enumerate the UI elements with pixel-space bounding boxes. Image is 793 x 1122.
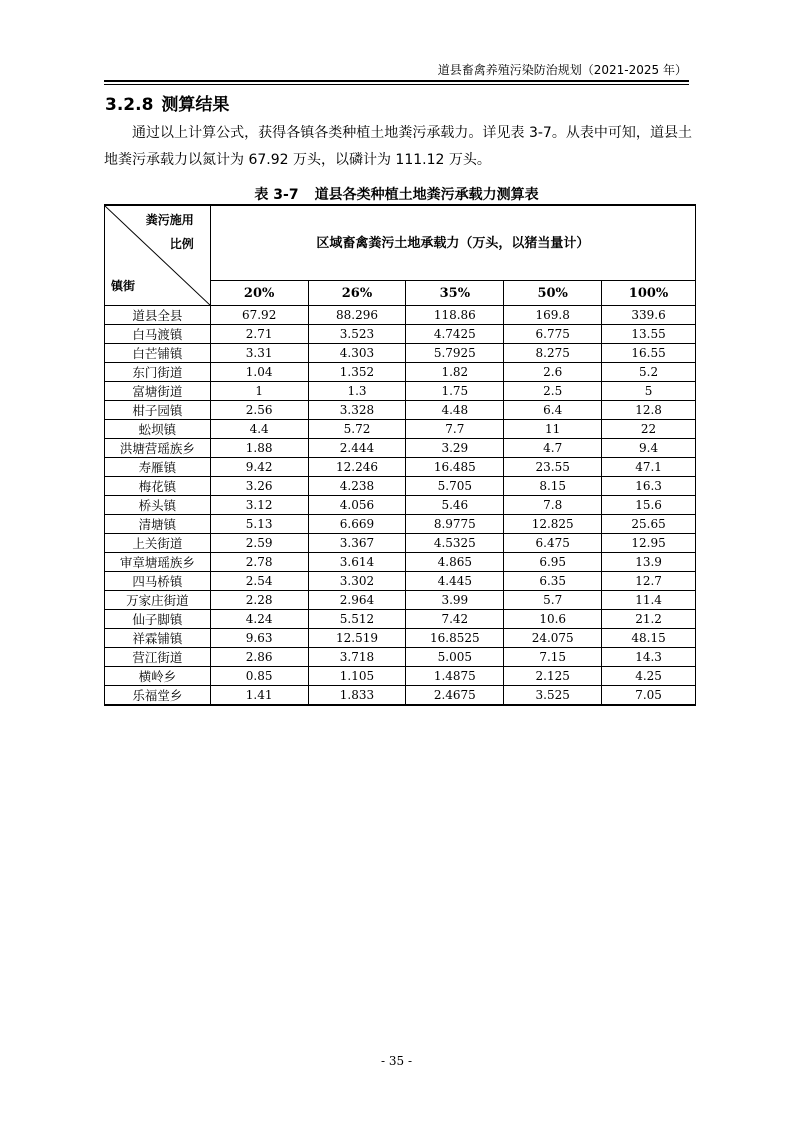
value-cell: 47.1	[602, 458, 696, 477]
value-cell: 6.475	[504, 534, 602, 553]
value-cell: 2.54	[210, 572, 308, 591]
value-cell: 9.4	[602, 439, 696, 458]
town-cell: 富塘街道	[105, 382, 211, 401]
value-cell: 1	[210, 382, 308, 401]
table-row	[105, 515, 696, 534]
value-cell: 6.4	[504, 401, 602, 420]
value-cell: 1.4875	[406, 667, 504, 686]
header-rule	[104, 80, 689, 82]
table-row	[105, 496, 696, 515]
table-row	[105, 629, 696, 648]
value-cell: 15.6	[602, 496, 696, 515]
value-cell: 5.7925	[406, 344, 504, 363]
table-row	[105, 306, 696, 325]
value-cell: 88.296	[308, 306, 406, 325]
value-cell: 3.328	[308, 401, 406, 420]
value-cell: 4.238	[308, 477, 406, 496]
value-cell: 3.29	[406, 439, 504, 458]
value-cell: 16.55	[602, 344, 696, 363]
section-title: 测算结果	[161, 95, 230, 115]
value-cell: 1.04	[210, 363, 308, 382]
value-cell: 7.42	[406, 610, 504, 629]
value-cell: 16.8525	[406, 629, 504, 648]
value-cell: 4.445	[406, 572, 504, 591]
value-cell: 11.4	[602, 591, 696, 610]
table-row	[105, 591, 696, 610]
value-cell: 1.3	[308, 382, 406, 401]
value-cell: 24.075	[504, 629, 602, 648]
value-cell: 6.669	[308, 515, 406, 534]
table-row	[105, 572, 696, 591]
value-cell: 22	[602, 420, 696, 439]
corner-header-ratio-line1: 粪污施用	[145, 213, 194, 227]
value-cell: 3.99	[406, 591, 504, 610]
value-cell: 5.13	[210, 515, 308, 534]
value-cell: 12.519	[308, 629, 406, 648]
town-cell: 东门街道	[105, 363, 211, 382]
town-cell: 柑子园镇	[105, 401, 211, 420]
value-cell: 12.825	[504, 515, 602, 534]
value-cell: 2.964	[308, 591, 406, 610]
value-cell: 169.8	[504, 306, 602, 325]
value-cell: 2.59	[210, 534, 308, 553]
value-cell: 4.24	[210, 610, 308, 629]
value-cell: 4.7425	[406, 325, 504, 344]
value-cell: 67.92	[210, 306, 308, 325]
table-row	[105, 382, 696, 401]
value-cell: 2.6	[504, 363, 602, 382]
value-cell: 2.86	[210, 648, 308, 667]
town-cell: 祥霖铺镇	[105, 629, 211, 648]
value-cell: 5.46	[406, 496, 504, 515]
value-cell: 1.75	[406, 382, 504, 401]
body-paragraph: 通过以上计算公式，获得各镇各类种植土地粪污承载力。详见表 3-7。从表中可知，道县土地粪污承载力以氮计为 67.92 万头，以磷计为 111.12 万头。	[104, 125, 692, 168]
town-cell: 乐福堂乡	[105, 686, 211, 706]
value-cell: 6.35	[504, 572, 602, 591]
value-cell: 16.3	[602, 477, 696, 496]
value-cell: 3.614	[308, 553, 406, 572]
value-cell: 339.6	[602, 306, 696, 325]
value-cell: 1.105	[308, 667, 406, 686]
value-cell: 5.005	[406, 648, 504, 667]
value-cell: 6.775	[504, 325, 602, 344]
table-caption-title: 道县各类种植土地粪污承载力测算表	[314, 187, 539, 203]
table-row	[105, 401, 696, 420]
value-cell: 118.86	[406, 306, 504, 325]
value-cell: 8.275	[504, 344, 602, 363]
value-cell: 8.9775	[406, 515, 504, 534]
value-cell: 3.12	[210, 496, 308, 515]
value-cell: 7.15	[504, 648, 602, 667]
value-cell: 14.3	[602, 648, 696, 667]
percent-header: 26%	[308, 281, 406, 306]
value-cell: 3.718	[308, 648, 406, 667]
value-cell: 0.85	[210, 667, 308, 686]
corner-header-cell	[105, 205, 211, 306]
town-cell: 道县全县	[105, 306, 211, 325]
value-cell: 8.15	[504, 477, 602, 496]
corner-header-town: 镇街	[111, 279, 136, 293]
value-cell: 4.865	[406, 553, 504, 572]
town-cell: 白芒铺镇	[105, 344, 211, 363]
table-row	[105, 648, 696, 667]
town-cell: 仙子脚镇	[105, 610, 211, 629]
section-heading	[105, 90, 229, 115]
value-cell: 16.485	[406, 458, 504, 477]
value-cell: 7.05	[602, 686, 696, 706]
town-cell: 四马桥镇	[105, 572, 211, 591]
percent-header: 50%	[504, 281, 602, 306]
value-cell: 5.7	[504, 591, 602, 610]
table-row	[105, 458, 696, 477]
town-cell: 白马渡镇	[105, 325, 211, 344]
value-cell: 23.55	[504, 458, 602, 477]
value-cell: 48.15	[602, 629, 696, 648]
value-cell: 13.9	[602, 553, 696, 572]
percent-header: 20%	[210, 281, 308, 306]
table-row	[105, 534, 696, 553]
value-cell: 2.56	[210, 401, 308, 420]
value-cell: 4.5325	[406, 534, 504, 553]
value-cell: 2.5	[504, 382, 602, 401]
value-cell: 5.705	[406, 477, 504, 496]
table-row	[105, 325, 696, 344]
value-cell: 25.65	[602, 515, 696, 534]
value-cell: 9.63	[210, 629, 308, 648]
table-body	[105, 306, 696, 706]
section-number: 3.2.8	[105, 95, 154, 115]
value-cell: 11	[504, 420, 602, 439]
value-cell: 9.42	[210, 458, 308, 477]
table-row	[105, 667, 696, 686]
value-cell: 1.88	[210, 439, 308, 458]
capacity-table	[104, 204, 696, 706]
value-cell: 4.7	[504, 439, 602, 458]
main-header: 区域畜禽粪污土地承载力（万头，以猪当量计）	[210, 205, 695, 281]
value-cell: 21.2	[602, 610, 696, 629]
value-cell: 1.82	[406, 363, 504, 382]
value-cell: 6.95	[504, 553, 602, 572]
page-number: - 35 -	[380, 1054, 412, 1068]
value-cell: 5	[602, 382, 696, 401]
value-cell: 3.31	[210, 344, 308, 363]
percent-header: 35%	[406, 281, 504, 306]
value-cell: 7.7	[406, 420, 504, 439]
value-cell: 3.523	[308, 325, 406, 344]
percent-header: 100%	[602, 281, 696, 306]
value-cell: 1.352	[308, 363, 406, 382]
table-caption-number: 表 3-7	[254, 187, 299, 203]
value-cell: 1.41	[210, 686, 308, 706]
value-cell: 5.72	[308, 420, 406, 439]
value-cell: 2.444	[308, 439, 406, 458]
value-cell: 12.7	[602, 572, 696, 591]
table-row	[105, 420, 696, 439]
value-cell: 3.26	[210, 477, 308, 496]
corner-header-ratio-line2: 比例	[169, 237, 194, 251]
value-cell: 1.833	[308, 686, 406, 706]
town-cell: 桥头镇	[105, 496, 211, 515]
value-cell: 12.95	[602, 534, 696, 553]
value-cell: 2.71	[210, 325, 308, 344]
town-cell: 梅花镇	[105, 477, 211, 496]
town-cell: 蚣坝镇	[105, 420, 211, 439]
town-cell: 洪塘营瑶族乡	[105, 439, 211, 458]
running-header: 道县畜禽养殖污染防治规划（2021-2025 年）	[437, 63, 687, 77]
value-cell: 13.55	[602, 325, 696, 344]
table-row	[105, 477, 696, 496]
value-cell: 5.2	[602, 363, 696, 382]
value-cell: 3.302	[308, 572, 406, 591]
table-row	[105, 439, 696, 458]
value-cell: 12.246	[308, 458, 406, 477]
town-cell: 横岭乡	[105, 667, 211, 686]
value-cell: 4.4	[210, 420, 308, 439]
table-row	[105, 553, 696, 572]
value-cell: 4.056	[308, 496, 406, 515]
value-cell: 4.303	[308, 344, 406, 363]
value-cell: 2.78	[210, 553, 308, 572]
town-cell: 清塘镇	[105, 515, 211, 534]
value-cell: 4.25	[602, 667, 696, 686]
town-cell: 审章塘瑶族乡	[105, 553, 211, 572]
value-cell: 4.48	[406, 401, 504, 420]
value-cell: 2.125	[504, 667, 602, 686]
town-cell: 上关街道	[105, 534, 211, 553]
table-row	[105, 610, 696, 629]
value-cell: 3.525	[504, 686, 602, 706]
value-cell: 7.8	[504, 496, 602, 515]
value-cell: 3.367	[308, 534, 406, 553]
value-cell: 5.512	[308, 610, 406, 629]
town-cell: 万家庄街道	[105, 591, 211, 610]
town-cell: 营江街道	[105, 648, 211, 667]
table-row	[105, 686, 696, 706]
town-cell: 寿雁镇	[105, 458, 211, 477]
value-cell: 12.8	[602, 401, 696, 420]
value-cell: 2.4675	[406, 686, 504, 706]
header-rule-thin	[104, 84, 689, 85]
table-row	[105, 363, 696, 382]
value-cell: 2.28	[210, 591, 308, 610]
value-cell: 10.6	[504, 610, 602, 629]
table-caption	[0, 184, 793, 204]
table-row	[105, 344, 696, 363]
